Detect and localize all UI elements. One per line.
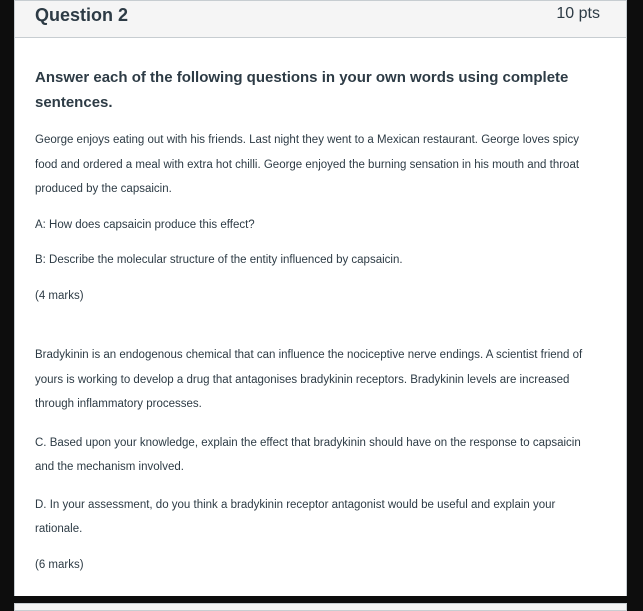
part-a-prompt: A: How does capsaicin produce this effect? [35,218,255,231]
question-body [35,65,603,577]
part-c-prompt: C. Based upon your knowledge, explain the effect that bradykinin should have on the response to capsaicin and the mechanism involved. [35,436,581,473]
question-title: Question 2 [35,5,129,25]
part-b-prompt: B: Describe the molecular structure of the entity influenced by capsaicin. [35,254,403,266]
question-card [14,0,627,597]
marks-part-ab: (4 marks) [35,289,84,302]
marks-part-cd: (6 marks) [35,558,84,571]
question-points: 10 pts [556,5,600,22]
scenario-capsaicin: George enjoys eating out with his friends. Last night they went to a Mexican restaurant. George loves spicy food and ordered a meal with extra hot chilli. George enjoyed the burning sensation in his mouth and throat produced by the capsaicin. [35,134,580,195]
part-d-prompt: D. In your assessment, do you think a bradykinin receptor antagonist would be useful and explain your rationale. [35,498,556,535]
question-instructions: Answer each of the following questions in your own words using complete sentences. [35,69,569,111]
question-header [15,1,626,38]
scenario-bradykinin: Bradykinin is an endogenous chemical that can influence the nociceptive nerve endings. A scientist friend of yours is working to develop a drug that antagonises bradykinin receptors. Bradykinin levels are increased through inflammatory processes. [35,349,583,410]
next-question-card-edge [14,603,627,611]
